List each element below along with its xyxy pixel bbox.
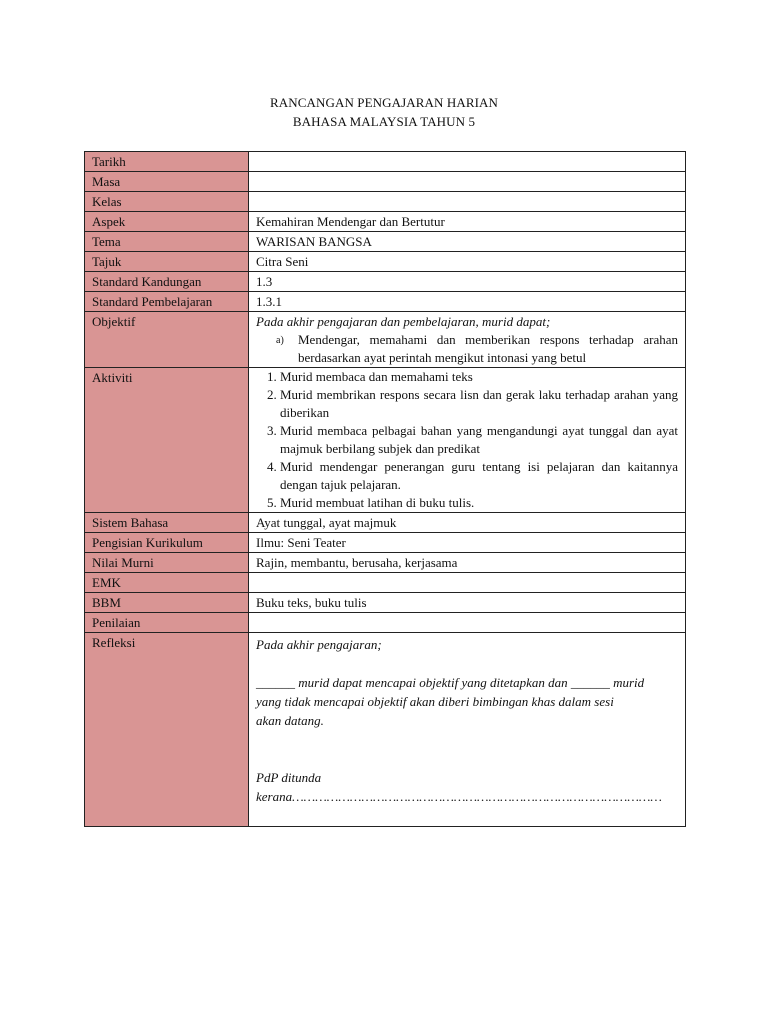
value-pengisian-kurikulum: Ilmu: Seni Teater	[249, 533, 686, 553]
objektif-item-marker: a)	[276, 335, 284, 346]
label-refleksi: Refleksi	[85, 633, 249, 827]
label-pengisian-kurikulum: Pengisian Kurikulum	[85, 533, 249, 553]
value-standard-pembelajaran: 1.3.1	[249, 292, 686, 312]
aktiviti-item: 4. Murid mendengar penerangan guru tentang isi pelajaran dan kaitannya dengan tajuk pelajaran.	[280, 458, 678, 494]
refleksi-line: ______ murid dapat mencapai objektif yang ditetapkan dan ______ murid	[256, 675, 645, 690]
label-standard-pembelajaran: Standard Pembelajaran	[85, 292, 249, 312]
page-title: RANCANGAN PENGAJARAN HARIAN	[269, 95, 499, 110]
refleksi-line: kerana……………………………………………………………………………………	[256, 789, 662, 804]
label-tema: Tema	[85, 232, 249, 252]
objektif-intro: Pada akhir pengajaran dan pembelajaran, murid dapat;	[256, 314, 551, 329]
row-pengisian-kurikulum	[85, 533, 686, 553]
row-bbm	[85, 593, 686, 613]
label-standard-kandungan: Standard Kandungan	[85, 272, 249, 292]
lesson-plan-table	[84, 151, 686, 827]
value-kelas	[249, 192, 686, 212]
label-nilai-murni: Nilai Murni	[85, 553, 249, 573]
row-objektif	[85, 312, 686, 368]
row-emk	[85, 573, 686, 593]
value-nilai-murni: Rajin, membantu, berusaha, kerjasama	[249, 553, 686, 573]
aktiviti-item: 3. Murid membaca pelbagai bahan yang mengandungi ayat tunggal dan ayat majmuk berbilang subjek dan predikat	[280, 422, 678, 458]
label-objektif: Objektif	[85, 312, 249, 368]
row-tarikh	[85, 152, 686, 172]
value-standard-kandungan: 1.3	[249, 272, 686, 292]
value-masa	[249, 172, 686, 192]
label-sistem-bahasa: Sistem Bahasa	[85, 513, 249, 533]
row-tema	[85, 232, 686, 252]
aktiviti-item: 2. Murid membrikan respons secara lisn dan gerak laku terhadap arahan yang diberikan	[280, 386, 678, 422]
value-tajuk: Citra Seni	[249, 252, 686, 272]
aktiviti-item: 5. Murid membuat latihan di buku tulis.	[280, 494, 678, 512]
row-aktiviti	[85, 368, 686, 513]
label-masa: Masa	[85, 172, 249, 192]
value-tarikh	[249, 152, 686, 172]
value-emk	[249, 573, 686, 593]
value-bbm: Buku teks, buku tulis	[249, 593, 686, 613]
label-aktiviti: Aktiviti	[85, 368, 249, 513]
aktiviti-item: 1. Murid membaca dan memahami teks	[280, 368, 678, 386]
label-tajuk: Tajuk	[85, 252, 249, 272]
row-standard-pembelajaran	[85, 292, 686, 312]
row-refleksi	[85, 633, 686, 827]
label-aspek: Aspek	[85, 212, 249, 232]
label-penilaian: Penilaian	[85, 613, 249, 633]
value-aspek: Kemahiran Mendengar dan Bertutur	[249, 212, 686, 232]
row-masa	[85, 172, 686, 192]
objektif-item-text: Mendengar, memahami dan memberikan respons terhadap arahan berdasarkan ayat perintah mengikut intonasi yang betul	[298, 332, 678, 365]
row-nilai-murni	[85, 553, 686, 573]
row-tajuk	[85, 252, 686, 272]
objektif-item	[276, 331, 678, 367]
row-sistem-bahasa	[85, 513, 686, 533]
page-subtitle: BAHASA MALAYSIA TAHUN 5	[292, 114, 476, 129]
value-aktiviti	[249, 368, 686, 513]
value-penilaian	[249, 613, 686, 633]
refleksi-line: akan datang.	[256, 713, 324, 728]
value-objektif	[249, 312, 686, 368]
row-penilaian	[85, 613, 686, 633]
label-bbm: BBM	[85, 593, 249, 613]
label-emk: EMK	[85, 573, 249, 593]
value-refleksi	[249, 633, 686, 827]
refleksi-line: PdP ditunda	[256, 770, 322, 785]
aktiviti-list	[256, 368, 678, 512]
value-tema: WARISAN BANGSA	[249, 232, 686, 252]
row-standard-kandungan	[85, 272, 686, 292]
row-kelas	[85, 192, 686, 212]
refleksi-line: Pada akhir pengajaran;	[256, 637, 382, 652]
refleksi-line: yang tidak mencapai objektif akan diberi bimbingan khas dalam sesi	[256, 694, 614, 709]
label-kelas: Kelas	[85, 192, 249, 212]
value-sistem-bahasa: Ayat tunggal, ayat majmuk	[249, 513, 686, 533]
label-tarikh: Tarikh	[85, 152, 249, 172]
row-aspek	[85, 212, 686, 232]
